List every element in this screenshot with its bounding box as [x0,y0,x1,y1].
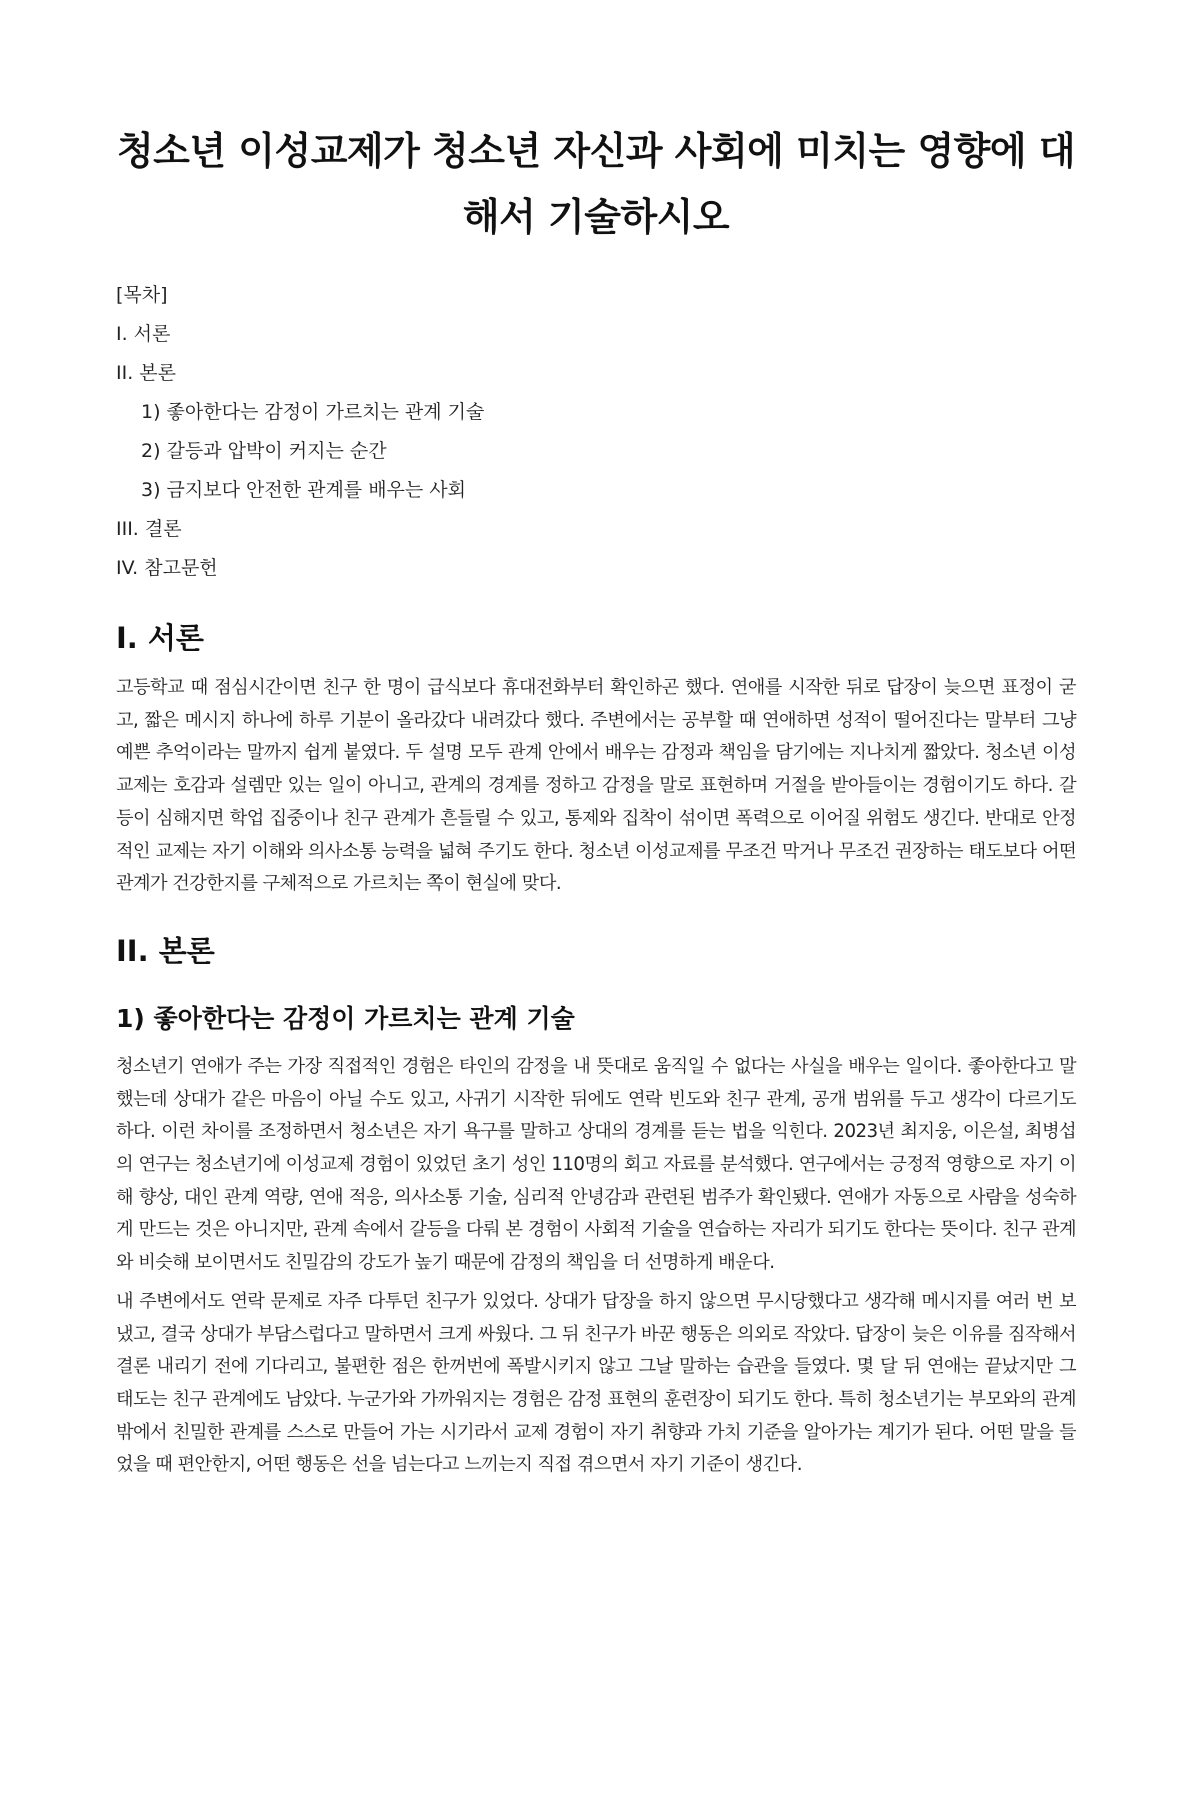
document-title: 청소년 이성교제가 청소년 자신과 사회에 미치는 영향에 대해서 기술하시오 [116,129,1076,239]
toc-subitem: 1) 좋아한다는 감정이 가르치는 관계 기술 [141,401,485,423]
table-of-contents [116,276,1076,588]
toc-subitem: 2) 갈등과 압박이 커지는 순간 [141,440,387,462]
toc-heading: [목차] [116,284,168,306]
body-paragraph: 내 주변에서도 연락 문제로 자주 다투던 친구가 있었다. 상대가 답장을 하지 않으면 무시당했다고 생각해 메시지를 여러 번 보냈고, 결국 상대가 부담스럽다고 말하면서 크게 싸웠다. 그 뒤 친구가 바꾼 행동은 의외로 작았다. 답장이 늦은 이유를 짐작해서 결론 내리기 전에 기다리고, 불편한 점은 한꺼번에 폭발시키지 않고 그날 말하는 습관을 들였다. 몇 달 뒤 연애는 끝났지만 그 태도는 친구 관계에도 남았다. 누군가와 가까워지는 경험은 감정 표현의 훈련장이 되기도 한다. 특히 청소년기는 부모와의 관계 밖에서 친밀한 관계를 스스로 만들어 가는 시기라서 교제 경험이 자기 취향과 가치 기준을 알아가는 계기가 된다. 어떤 말을 들었을 때 편안한지, 어떤 행동은 선을 넘는다고 느끼는지 직접 겪으면서 자기 기준이 생긴다. [116,1290,1076,1476]
toc-item: III. 결론 [116,518,182,540]
section-heading-body: II. 본론 [116,933,215,968]
document-page [0,118,1200,1814]
toc-subitem: 3) 금지보다 안전한 관계를 배우는 사회 [141,479,467,501]
section-heading-intro: I. 서론 [116,621,204,655]
toc-item: IV. 참고문헌 [116,557,218,579]
subsection-heading-1: 1) 좋아한다는 감정이 가르치는 관계 기술 [116,1003,575,1033]
body-paragraph: 청소년기 연애가 주는 가장 직접적인 경험은 타인의 감정을 내 뜻대로 움직일 수 없다는 사실을 배우는 일이다. 좋아한다고 말했는데 상대가 같은 마음이 아닐 수도 있고, 사귀기 시작한 뒤에도 연락 빈도와 친구 관계, 공개 범위를 두고 생각이 다르기도 하다. 이런 차이를 조정하면서 청소년은 자기 욕구를 말하고 상대의 경계를 듣는 법을 익힌다. 2023년 최지웅, 이은설, 최병섭의 연구는 청소년기에 이성교제 경험이 있었던 초기 성인 110명의 회고 자료를 분석했다. 연구에서는 긍정적 영향으로 자기 이해 향상, 대인 관계 역량, 연애 적응, 의사소통 기술, 심리적 안녕감과 관련된 범주가 확인됐다. 연애가 자동으로 사람을 성숙하게 만드는 것은 아니지만, 관계 속에서 갈등을 다뤄 본 경험이 사회적 기술을 연습하는 자리가 되기도 한다는 뜻이다. 친구 관계와 비슷해 보이면서도 친밀감의 강도가 높기 때문에 감정의 책임을 더 선명하게 배운다. [116,1055,1076,1274]
toc-item: II. 본론 [116,362,176,384]
toc-item: I. 서론 [116,323,171,345]
intro-paragraph: 고등학교 때 점심시간이면 친구 한 명이 급식보다 휴대전화부터 확인하곤 했다. 연애를 시작한 뒤로 답장이 늦으면 표정이 굳고, 짧은 메시지 하나에 하루 기분이 올라갔다 내려갔다 했다. 주변에서는 공부할 때 연애하면 성적이 떨어진다는 말부터 그냥 예쁜 추억이라는 말까지 쉽게 붙였다. 두 설명 모두 관계 안에서 배우는 감정과 책임을 담기에는 지나치게 짧았다. 청소년 이성교제는 호감과 설렘만 있는 일이 아니고, 관계의 경계를 정하고 감정을 말로 표현하며 거절을 받아들이는 경험이기도 하다. 갈등이 심해지면 학업 집중이나 친구 관계가 흔들릴 수 있고, 통제와 집착이 섞이면 폭력으로 이어질 위험도 생긴다. 반대로 안정적인 교제는 자기 이해와 의사소통 능력을 넓혀 주기도 한다. 청소년 이성교제를 무조건 막거나 무조건 권장하는 태도보다 어떤 관계가 건강한지를 구체적으로 가르치는 쪽이 현실에 맞다. [116,677,1076,895]
